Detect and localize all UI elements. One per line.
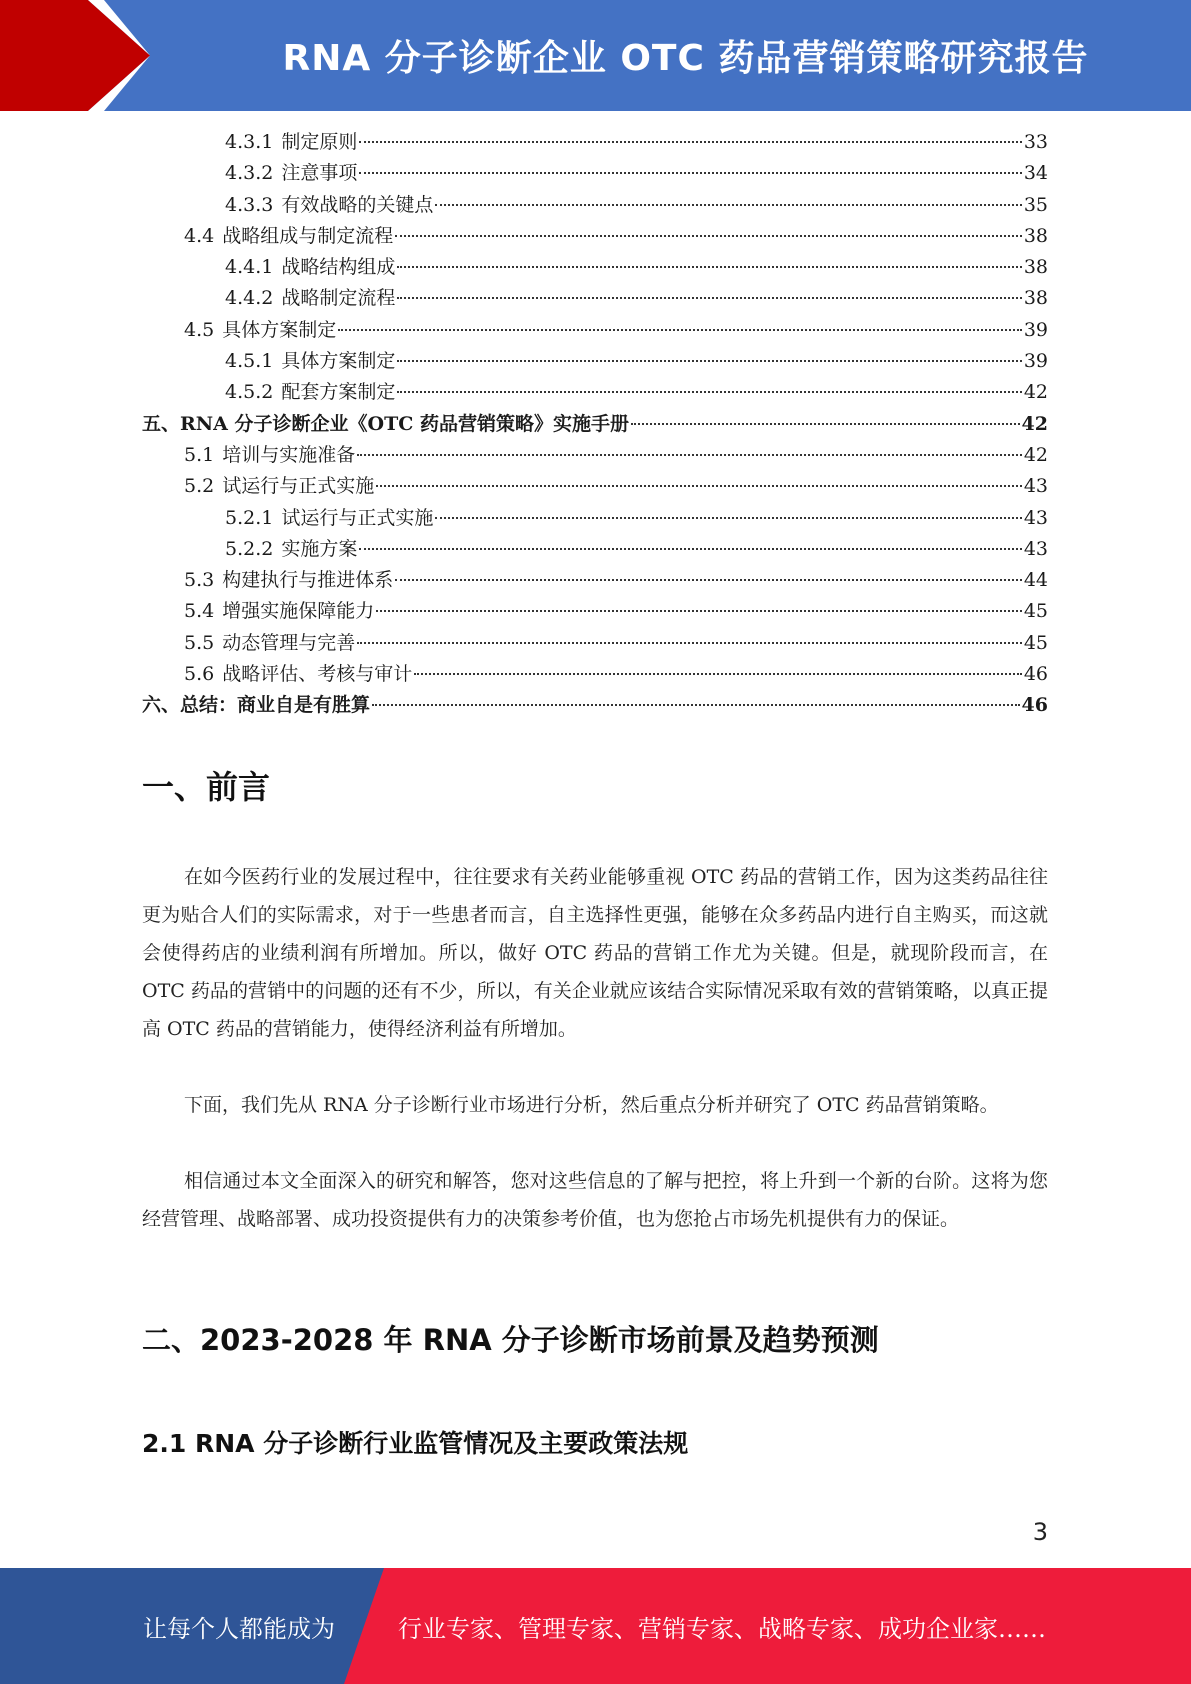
toc-entry-page: 39	[1023, 318, 1048, 341]
toc-entry[interactable]	[142, 690, 1048, 721]
toc-entry[interactable]	[142, 127, 1048, 158]
toc-entry-number: 5.6	[184, 663, 215, 686]
toc-entry-number: 5.4	[184, 600, 215, 623]
toc-entry-page: 45	[1023, 600, 1048, 623]
toc-entry-page: 43	[1023, 506, 1048, 529]
toc-dot-leader	[397, 297, 1021, 299]
toc-entry-title: 有效战略的关键点	[281, 193, 434, 216]
toc-dot-leader	[359, 141, 1021, 143]
toc-entry[interactable]	[142, 252, 1048, 283]
toc-entry[interactable]	[142, 377, 1048, 408]
page-number: 3	[1032, 1518, 1048, 1546]
toc-dot-leader	[395, 579, 1022, 581]
footer-slogan-right: 行业专家、管理专家、营销专家、战略专家、成功企业家……	[398, 1614, 1046, 1643]
toc-entry-title: 具体方案制定	[281, 350, 396, 373]
report-title: RNA 分子诊断企业 OTC 药品营销策略研究报告	[282, 38, 1089, 79]
toc-entry-page: 42	[1023, 381, 1048, 404]
toc-entry[interactable]	[142, 503, 1048, 534]
toc-entry-page: 38	[1023, 224, 1048, 247]
section-heading-market-outlook: 二、2023-2028 年 RNA 分子诊断市场前景及趋势预测	[142, 1323, 879, 1357]
toc-entry-title: 培训与实施准备	[222, 443, 356, 466]
toc-dot-leader	[397, 360, 1021, 362]
toc-entry-title: 动态管理与完善	[222, 631, 356, 654]
header-arrow-decoration	[0, 0, 180, 111]
preface-paragraph-2: 下面，我们先从 RNA 分子诊断行业市场进行分析，然后重点分析并研究了 OTC 药品营销策略。	[184, 1094, 999, 1116]
toc-entry-title: 战略结构组成	[281, 256, 396, 279]
toc-entry-number: 4.5.2	[225, 381, 274, 404]
toc-dot-leader	[359, 548, 1021, 550]
toc-entry[interactable]	[142, 534, 1048, 565]
toc-entry-page: 44	[1023, 569, 1048, 592]
toc-entry-page: 45	[1023, 631, 1048, 654]
toc-entry-number: 4.4	[184, 224, 215, 247]
toc-dot-leader	[376, 485, 1022, 487]
toc-entry-page: 46	[1023, 663, 1048, 686]
toc-dot-leader	[395, 235, 1022, 237]
toc-entry-page: 43	[1023, 537, 1048, 560]
toc-entry[interactable]	[142, 409, 1048, 440]
toc-entry-title: 增强实施保障能力	[222, 600, 375, 623]
toc-entry-page: 35	[1023, 193, 1048, 216]
toc-entry-title: 试运行与正式实施	[222, 475, 375, 498]
toc-entry-number: 五、	[142, 412, 181, 435]
footer-slogan-left: 让每个人都能成为	[143, 1614, 335, 1643]
toc-entry-page: 39	[1023, 350, 1048, 373]
toc-entry-page: 42	[1023, 443, 1048, 466]
toc-entry[interactable]	[142, 315, 1048, 346]
toc-entry[interactable]	[142, 659, 1048, 690]
toc-entry-number: 4.4.2	[225, 287, 274, 310]
preface-paragraph-1: 在如今医药行业的发展过程中，往往要求有关药业能够重视 OTC 药品的营销工作，因为这类药品往往更为贴合人们的实际需求，对于一些患者而言，自主选择性更强，能够在众多药品内进行自主购买，而这就会使得药店的业绩利润有所增加。所以，做好 OTC 药品的营销工作尤为关键。但是，就现阶段而言，在 OTC 药品的营销中的问题的还有不少，所以，有关企业就应该结合实际情况采取有效的营销策略，以真正提高 OTC 药品的营销能力，使得经济利益有所增加。	[142, 866, 1048, 1040]
toc-entry[interactable]	[142, 221, 1048, 252]
toc-entry[interactable]	[142, 596, 1048, 627]
toc-entry[interactable]	[142, 565, 1048, 596]
subsection-heading-regulation: 2.1 RNA 分子诊断行业监管情况及主要政策法规	[142, 1429, 689, 1458]
table-of-contents	[142, 127, 1048, 722]
toc-entry-number: 六、	[142, 694, 181, 717]
toc-entry-title: 构建执行与推进体系	[222, 569, 394, 592]
toc-entry-number: 4.5.1	[225, 350, 274, 373]
toc-entry-number: 4.3.1	[225, 131, 274, 153]
toc-entry-title: RNA 分子诊断企业《OTC 药品营销策略》实施手册	[180, 412, 629, 435]
toc-dot-leader	[414, 673, 1022, 675]
toc-entry-number: 5.1	[184, 443, 215, 466]
toc-entry-page: 43	[1023, 475, 1048, 498]
toc-entry-title: 总结：商业自是有胜算	[180, 694, 371, 717]
section-heading-preface: 一、前言	[142, 768, 271, 806]
toc-entry[interactable]	[142, 190, 1048, 221]
toc-dot-leader	[435, 204, 1021, 206]
toc-entry-number: 5.2.2	[225, 537, 274, 560]
toc-dot-leader	[376, 610, 1022, 612]
toc-dot-leader	[338, 329, 1022, 331]
preface-paragraph-3: 相信通过本文全面深入的研究和解答，您对这些信息的了解与把控，将上升到一个新的台阶。这将为您经营管理、战略部署、成功投资提供有力的决策参考价值，也为您抢占市场先机提供有力的保证。	[142, 1170, 1048, 1230]
toc-dot-leader	[397, 391, 1021, 393]
toc-entry-title: 战略组成与制定流程	[222, 224, 394, 247]
toc-entry-number: 5.2.1	[225, 506, 274, 529]
toc-entry-title: 实施方案	[281, 537, 358, 560]
toc-entry[interactable]	[142, 440, 1048, 471]
toc-entry-title: 战略评估、考核与审计	[222, 663, 413, 686]
toc-entry-number: 4.3.2	[225, 162, 274, 185]
toc-entry-title: 制定原则	[281, 131, 358, 153]
toc-entry-page: 46	[1021, 694, 1048, 717]
toc-dot-leader	[357, 642, 1022, 644]
toc-entry-number: 5.5	[184, 631, 215, 654]
toc-entry-page: 34	[1023, 162, 1048, 185]
toc-entry-page: 38	[1023, 287, 1048, 310]
toc-entry-page: 42	[1021, 412, 1048, 435]
toc-entry-number: 4.3.3	[225, 193, 274, 216]
toc-entry[interactable]	[142, 346, 1048, 377]
toc-entry-title: 战略制定流程	[281, 287, 396, 310]
toc-entry-page: 33	[1023, 131, 1048, 153]
toc-entry-title: 具体方案制定	[222, 318, 337, 341]
toc-dot-leader	[631, 423, 1020, 425]
toc-entry-title: 配套方案制定	[281, 381, 396, 404]
toc-dot-leader	[397, 266, 1021, 268]
toc-entry-number: 5.3	[184, 569, 215, 592]
toc-entry[interactable]	[142, 158, 1048, 189]
page-header	[0, 0, 1191, 111]
toc-entry-title: 注意事项	[281, 162, 358, 185]
toc-dot-leader	[359, 172, 1021, 174]
page-footer	[0, 1568, 1191, 1684]
toc-entry-page: 38	[1023, 256, 1048, 279]
toc-dot-leader	[357, 454, 1022, 456]
toc-entry-number: 5.2	[184, 475, 215, 498]
toc-dot-leader	[372, 704, 1020, 706]
toc-entry[interactable]	[142, 628, 1048, 659]
toc-entry-number: 4.5	[184, 318, 215, 341]
toc-dot-leader	[435, 517, 1021, 519]
toc-entry[interactable]	[142, 283, 1048, 314]
toc-entry-number: 4.4.1	[225, 256, 274, 279]
toc-entry-title: 试运行与正式实施	[281, 506, 434, 529]
toc-entry[interactable]	[142, 471, 1048, 502]
